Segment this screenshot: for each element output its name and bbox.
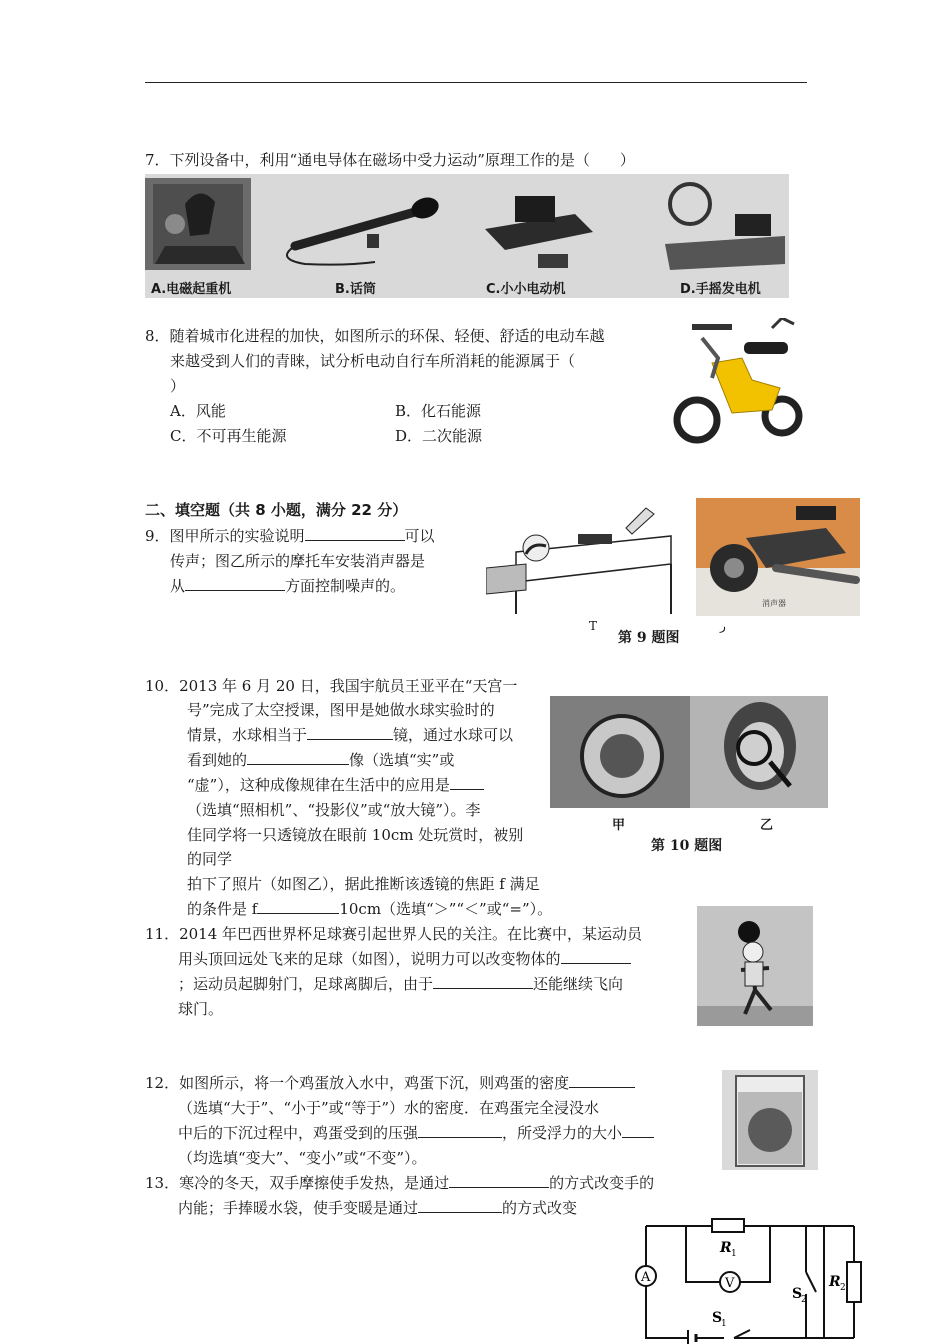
q12-egg-image xyxy=(722,1070,818,1170)
q10-image xyxy=(550,696,828,808)
q9-blank-1[interactable] xyxy=(305,526,405,541)
q10-line-8: 的同学 xyxy=(187,850,233,868)
q10-line-3-text-b: 镜，通过水球可以 xyxy=(393,726,514,744)
q8-line-3: ） xyxy=(170,377,186,395)
q10-caption: 第 10 题图 xyxy=(651,838,723,854)
r1-label: R xyxy=(720,1240,732,1256)
q12-line-3-text-a: 中后的下沉过程中，鸡蛋受到的压强 xyxy=(178,1124,419,1142)
q10-line-10-text-a: 的条件是 f xyxy=(187,900,258,918)
q13-line-1-text-b: 的方式改变手的 xyxy=(549,1174,655,1192)
q10-line-9: 拍下了照片（如图乙），据此推断该透镜的焦距 f 满足 xyxy=(187,875,540,893)
q8-line-1: 8．随着城市化进程的加快，如图所示的环保、轻便、舒适的电动车越 xyxy=(145,327,605,345)
q11-blank-2[interactable] xyxy=(433,974,533,989)
voltmeter-label: V xyxy=(725,1276,735,1291)
q11-line-3 xyxy=(178,974,623,994)
q9-caption: 第 9 题图 xyxy=(618,630,680,646)
circuit-diagram xyxy=(628,1216,868,1344)
q11-line-3-text-a: ；运动员起脚射门，足球离脚后，由于 xyxy=(178,975,434,993)
s2-sub: 2 xyxy=(801,1295,807,1305)
q8-option-b: B．化石能源 xyxy=(395,402,482,420)
q9-label-yi: ر xyxy=(720,619,726,633)
q10-line-4-text-b: 像（选填“实”或 xyxy=(349,751,455,769)
q10-line-10 xyxy=(187,899,552,919)
q7-stem: 7．下列设备中，利用“通电导体在磁场中受力运动”原理工作的是（ ） xyxy=(145,151,635,169)
q10-label-jia: 甲 xyxy=(612,818,626,833)
q8-line-2: 来越受到人们的青睐，试分析电动自行车所消耗的能源属于（ xyxy=(170,352,576,370)
q7-option-b: B.话筒 xyxy=(335,282,376,297)
q13-blank-1[interactable] xyxy=(449,1173,549,1188)
header-rule xyxy=(145,82,807,83)
q10-label-yi: 乙 xyxy=(760,818,774,833)
q9-image-yi xyxy=(696,498,860,616)
q12-line-3 xyxy=(178,1123,654,1143)
resistor-r2 xyxy=(847,1262,861,1302)
q12-line-1-text: 12．如图所示，将一个鸡蛋放入水中，鸡蛋下沉，则鸡蛋的密度 xyxy=(145,1074,570,1092)
s2-label: S xyxy=(792,1286,803,1302)
r2-label: R xyxy=(829,1274,841,1290)
q11-image xyxy=(697,906,813,1026)
q13-line-2-text-b: 的方式改变 xyxy=(502,1199,578,1217)
resistor-r1 xyxy=(712,1219,744,1232)
q10-blank-3[interactable] xyxy=(450,775,484,790)
s1-label: S xyxy=(712,1310,723,1326)
q13-line-2-text-a: 内能；手捧暖水袋，使手变暖是通过 xyxy=(178,1199,419,1217)
q11-line-1: 11．2014 年巴西世界杯足球赛引起世界人民的关注。在比赛中，某运动员 xyxy=(145,925,643,943)
q9-line-1-text-a: 9．图甲所示的实验说明 xyxy=(145,527,305,545)
q8-option-a: A．风能 xyxy=(170,402,226,420)
q9-line-1 xyxy=(145,526,435,546)
q10-line-10-text-b: 10cm（选填“＞”“＜”或“=”）。 xyxy=(339,900,553,918)
q11-line-4: 球门。 xyxy=(178,1000,224,1018)
electric-bike-image xyxy=(672,318,804,446)
q12-blank-2[interactable] xyxy=(418,1123,502,1138)
q12-line-1 xyxy=(145,1073,635,1093)
q10-blank-1[interactable] xyxy=(307,725,393,740)
q10-line-3 xyxy=(187,725,513,745)
s1-sub: 1 xyxy=(721,1319,727,1329)
q10-line-5-text-a: “虚”），这种成像规律在生活中的应用是 xyxy=(187,776,450,794)
ammeter-label: A xyxy=(641,1270,651,1285)
q10-blank-4[interactable] xyxy=(257,899,339,914)
muffler-label: 消声器 xyxy=(762,599,786,608)
q7-option-d: D.手摇发电机 xyxy=(680,282,761,297)
q10-line-2: 号”完成了太空授课，图甲是她做水球实验时的 xyxy=(187,701,495,719)
q13-line-1 xyxy=(145,1173,654,1193)
q10-line-4-text-a: 看到她的 xyxy=(187,751,248,769)
q10-line-5 xyxy=(187,775,484,795)
q10-line-3-text-a: 情景，水球相当于 xyxy=(187,726,308,744)
q9-image-jia xyxy=(486,504,676,614)
q10-blank-2[interactable] xyxy=(247,750,349,765)
q10-line-4 xyxy=(187,750,454,770)
q13-blank-2[interactable] xyxy=(418,1198,502,1213)
q12-line-2: （选填“大于”、“小于”或“等于”）水的密度．在鸡蛋完全浸没水 xyxy=(178,1099,600,1117)
q11-line-2-text: 用头顶回远处飞来的足球（如图），说明力可以改变物体的 xyxy=(178,950,561,968)
q9-line-3 xyxy=(170,576,405,596)
q13-line-2 xyxy=(178,1198,577,1218)
q11-line-2 xyxy=(178,949,631,969)
q9-blank-2[interactable] xyxy=(185,576,285,591)
q11-line-3-text-b: 还能继续飞向 xyxy=(533,975,624,993)
q13-line-1-text-a: 13．寒冷的冬天，双手摩擦使手发热，是通过 xyxy=(145,1174,450,1192)
section-2-title: 二、填空题（共 8 小题，满分 22 分） xyxy=(145,501,408,519)
q11-blank-1[interactable] xyxy=(561,949,631,964)
q12-blank-3[interactable] xyxy=(622,1123,654,1138)
q7-option-a: A.电磁起重机 xyxy=(151,282,232,297)
q9-label-jia: T xyxy=(589,619,598,633)
q7-option-c: C.小小电动机 xyxy=(486,282,566,297)
q7-options-image xyxy=(145,174,789,298)
q10-line-1: 10．2013 年 6 月 20 日，我国宇航员王亚平在“天宫一 xyxy=(145,677,518,695)
q12-blank-1[interactable] xyxy=(569,1073,635,1088)
q12-line-4: （均选填“变大”、“变小”或“不变”）。 xyxy=(178,1149,427,1167)
q9-line-3-text-b: 方面控制噪声的。 xyxy=(285,577,406,595)
q12-line-3-text-b: ，所受浮力的大小 xyxy=(502,1124,623,1142)
r1-sub: 1 xyxy=(731,1249,737,1259)
r2-sub: 2 xyxy=(840,1283,846,1293)
q8-option-d: D．二次能源 xyxy=(395,427,483,445)
q9-line-1-text-b: 可以 xyxy=(404,527,435,545)
q8-option-c: C．不可再生能源 xyxy=(170,427,287,445)
q9-line-2: 传声；图乙所示的摩托车安装消声器是 xyxy=(170,552,426,570)
q10-line-7: 佳同学将一只透镜放在眼前 10cm 处玩赏时，被别 xyxy=(187,826,524,844)
q10-line-6: （选填“照相机”、“投影仪”或“放大镜”）。李 xyxy=(187,801,481,819)
q9-line-3-text-a: 从 xyxy=(170,577,186,595)
